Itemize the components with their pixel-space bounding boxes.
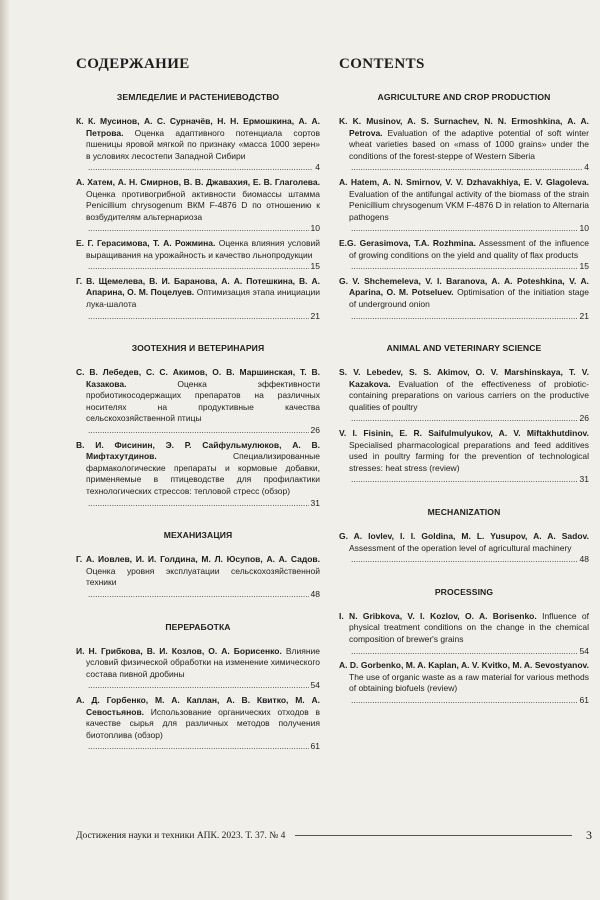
entry-page-number: 61 — [579, 694, 589, 705]
entry-authors: А. Хатем, А. Н. Смирнов, В. В. Джавахия, Е. В. Глаголева. — [76, 176, 320, 187]
entry-title: Влияние условий физической обработки на изменение химического состава пивной дробины — [86, 645, 320, 679]
entry-authors: С. В. Лебедев, С. С. Акимов, О. В. Маршинская, Т. В. Казакова. — [76, 367, 320, 389]
entry-page-number: 54 — [579, 645, 589, 656]
section-gap — [339, 325, 589, 343]
entry-page-number: 21 — [579, 310, 589, 321]
dot-leader — [88, 498, 309, 510]
entry-page-number: 31 — [310, 497, 320, 508]
entry-title: Оценка противогрибной активности биомассы штамма Penicillium chrysogenum ВКМ F-4876 D по отношению к возбудителям альтернариоза — [86, 188, 320, 222]
entry-leader-row — [86, 311, 320, 323]
entry-title: Оценка уровня эксплуатации сельскохозяйственной техники — [86, 565, 320, 588]
entry-authors: G. V. Shchemeleva, V. I. Baranova, A. A. Poteshkina, V. A. Aparina, O. M. Potseluev. — [339, 275, 589, 298]
entry-leader-row — [86, 589, 320, 601]
section-title: ЗЕМЛЕДЕЛИЕ И РАСТЕНИЕВОДСТВО — [116, 92, 280, 102]
footer-rule — [295, 835, 572, 836]
entry-authors: E.G. Gerasimova, T.A. Rozhmina. — [339, 237, 476, 248]
dot-leader — [351, 554, 578, 566]
entry-title: Influence of physical treatment conditions on the change in the chemical composition of brewer's grains — [349, 610, 590, 644]
entry-page-number: 54 — [310, 680, 320, 691]
dot-leader — [88, 311, 309, 323]
section-title: ANIMAL AND VETERINARY SCIENCE — [386, 343, 542, 354]
contents-entry — [76, 646, 320, 692]
entry-title: Evaluation of the antifungal activity of the biomass of the strain Penicillium chrysogenum VKM F-4876 D in relation to Alternaria pathogens — [349, 188, 589, 222]
entry-page-number: 4 — [584, 162, 589, 173]
dot-leader — [88, 261, 309, 273]
entry-authors: S. V. Lebedev, S. S. Akimov, O. V. Marshinskaya, T. V. Kazakova. — [339, 367, 589, 389]
entry-title: Evaluation of the effectiveness of probiotic-containing preparations on various carriers on the productive qualities of poultry — [349, 378, 589, 412]
entry-authors: G. A. Iovlev, I. I. Goldina, M. L. Yusupov, A. A. Sadov. — [339, 531, 589, 542]
entry-authors: В. И. Фисинин, Э. Р. Сайфульмулюков, А. В. Мифтахутдинов. — [76, 439, 320, 462]
entry-authors: Г. А. Иовлев, И. И. Голдина, М. Л. Юсупов, А. А. Садов. — [76, 554, 320, 565]
contents-entry — [339, 611, 589, 657]
entry-page-number: 31 — [579, 474, 589, 485]
dot-leader — [88, 741, 309, 753]
entry-leader-row — [349, 223, 589, 235]
dot-leader — [351, 695, 578, 707]
section-gap — [339, 569, 589, 587]
contents-entry — [339, 367, 589, 425]
section-title: MECHANIZATION — [427, 507, 501, 518]
entry-leader-row — [86, 261, 320, 273]
entry-page-number: 21 — [310, 310, 320, 321]
entry-authors: Г. В. Щемелева, В. И. Баранова, А. А. Потешкина, В. А. Апарина, О. М. Поцелуев. — [76, 275, 320, 298]
entry-leader-row — [349, 474, 589, 486]
entry-leader-row — [349, 646, 589, 658]
section-title: ПЕРЕРАБОТКА — [165, 621, 231, 632]
section-gap — [76, 512, 320, 530]
contents-entry — [76, 554, 320, 600]
entry-title: Оценка адаптивного потенциала сортов пшеницы яровой мягкой по признаку «масса 1000 зерен» в условиях лесостепи Западной Сибири — [86, 127, 320, 161]
entry-page-number: 61 — [310, 741, 320, 752]
contents-column-en — [339, 56, 589, 710]
dot-leader — [351, 261, 578, 273]
contents-heading-en: CONTENTS — [339, 56, 425, 72]
contents-entry — [76, 276, 320, 322]
contents-entry — [76, 116, 320, 174]
entry-page-number: 15 — [310, 261, 320, 272]
dot-leader — [88, 223, 309, 235]
entry-authors: V. I. Fisinin, E. R. Saifulmulyukov, A. V. Miftakhutdinov. — [339, 428, 589, 439]
entry-title: Оптимизация этапа инициации лука-шалота — [86, 287, 320, 309]
entry-leader-row — [86, 425, 320, 437]
dot-leader — [351, 311, 578, 323]
entry-title: Assessment of the operation level of agricultural machinery — [349, 542, 572, 553]
entry-leader-row — [86, 223, 320, 235]
contents-entry — [76, 440, 320, 510]
contents-entry — [339, 276, 589, 322]
contents-entry — [339, 428, 589, 486]
entry-page-number: 26 — [579, 413, 589, 424]
contents-column-ru — [76, 56, 320, 756]
dot-leader — [351, 413, 578, 425]
entry-page-number: 15 — [579, 261, 589, 272]
entry-page-number: 10 — [310, 223, 320, 234]
section-title: PROCESSING — [434, 586, 494, 597]
entry-leader-row — [86, 498, 320, 510]
journal-citation: Достижения науки и техники АПК. 2023. Т. 37. № 4 — [76, 830, 286, 841]
entry-title: Оценка влияния условий выращивания на урожайность и качество льнопродукции — [86, 237, 320, 260]
contents-entry — [339, 238, 589, 273]
entry-authors: Е. Г. Герасимова, Т. А. Рожмина. — [76, 237, 216, 248]
contents-entry — [339, 177, 589, 235]
entry-leader-row — [86, 162, 320, 174]
entry-page-number: 26 — [310, 425, 320, 436]
contents-entry — [339, 116, 589, 174]
entry-leader-row — [349, 554, 589, 566]
section-title: МЕХАНИЗАЦИЯ — [163, 530, 233, 541]
dot-leader — [351, 646, 578, 658]
entry-page-number: 48 — [310, 589, 320, 599]
entry-leader-row — [86, 680, 320, 692]
entry-title: Assessment of the influence of growing conditions on the yield and quality of flax products — [349, 237, 590, 260]
entry-page-number: 48 — [579, 554, 589, 565]
dot-leader — [351, 223, 578, 235]
contents-entry — [76, 238, 320, 273]
entry-authors: К. К. Мусинов, А. С. Сурначёв, Н. Н. Ермошкина, А. А. Петрова. — [76, 116, 320, 138]
entry-title: Specialised pharmacological preparations and feed additives used in poultry farming for the prevention of technological stresses: heat stress (review) — [349, 439, 589, 473]
sections-list-ru — [76, 92, 320, 753]
entry-title: Optimisation of the initiation stage of underground onion — [349, 287, 589, 309]
entry-title: Специализированные фармакологические препараты и кормовые добавки, применяемые в птицеводстве для профилактики технологических стрессов: тепловой стресс (обзор) — [86, 451, 320, 497]
entry-leader-row — [349, 695, 589, 707]
section-gap — [339, 489, 589, 507]
section-gap — [76, 604, 320, 622]
page-number: 3 — [586, 828, 592, 842]
contents-entry — [339, 660, 589, 706]
sections-list-en — [339, 92, 589, 707]
entry-authors: A. Hatem, A. N. Smirnov, V. V. Dzhavakhiya, E. V. Glagoleva. — [339, 176, 589, 187]
entry-authors: K. K. Musinov, A. S. Surnachev, N. N. Ermoshkina, A. A. Petrova. — [339, 116, 589, 138]
entry-leader-row — [349, 261, 589, 273]
dot-leader — [88, 162, 313, 174]
entry-title: Оценка эффективности пробиотикосодержащих препаратов на различных носителях на продуктивные качества сельскохозяйственной птицы — [86, 378, 320, 424]
entry-page-number: 4 — [315, 162, 320, 173]
entry-leader-row — [349, 311, 589, 323]
entry-authors: А. Д. Горбенко, М. А. Каплан, А. В. Квитко, М. А. Севостьянов. — [76, 694, 320, 717]
entry-leader-row — [349, 162, 589, 174]
entry-authors: И. Н. Грибкова, В. И. Козлов, О. А. Борисенко. — [76, 645, 282, 656]
binding-shadow — [0, 0, 10, 900]
dot-leader — [351, 162, 582, 174]
section-title: ЗООТЕХНИЯ И ВЕТЕРИНАРИЯ — [131, 343, 265, 354]
dot-leader — [88, 589, 309, 601]
entry-title: The use of organic waste as a raw material for various methods of obtaining biofuels (review) — [349, 671, 589, 694]
dot-leader — [351, 474, 578, 486]
dot-leader — [88, 425, 309, 437]
section-title: AGRICULTURE AND CROP PRODUCTION — [377, 92, 551, 102]
section-gap — [76, 325, 320, 343]
page-footer — [76, 828, 592, 843]
contents-entry — [76, 695, 320, 753]
contents-heading-ru: СОДЕРЖАНИЕ — [76, 56, 190, 72]
entry-title: Использование органических отходов в качестве сырья для различных методов получения биотоплива (обзор) — [86, 706, 320, 740]
entry-leader-row — [349, 413, 589, 425]
entry-authors: I. N. Gribkova, V. I. Kozlov, O. A. Borisenko. — [339, 610, 537, 621]
entry-leader-row — [86, 741, 320, 753]
contents-entry — [339, 531, 589, 566]
entry-authors: A. D. Gorbenko, M. A. Kaplan, A. V. Kvitko, M. A. Sevostyanov. — [339, 660, 589, 671]
dot-leader — [88, 680, 309, 692]
entry-title: Evaluation of the adaptive potential of soft winter wheat varieties based on «mass of 1000 grains» under the conditions of the forest-steppe of Western Siberia — [349, 127, 589, 161]
contents-entry — [76, 367, 320, 437]
entry-page-number: 10 — [579, 223, 589, 234]
contents-entry — [76, 177, 320, 235]
